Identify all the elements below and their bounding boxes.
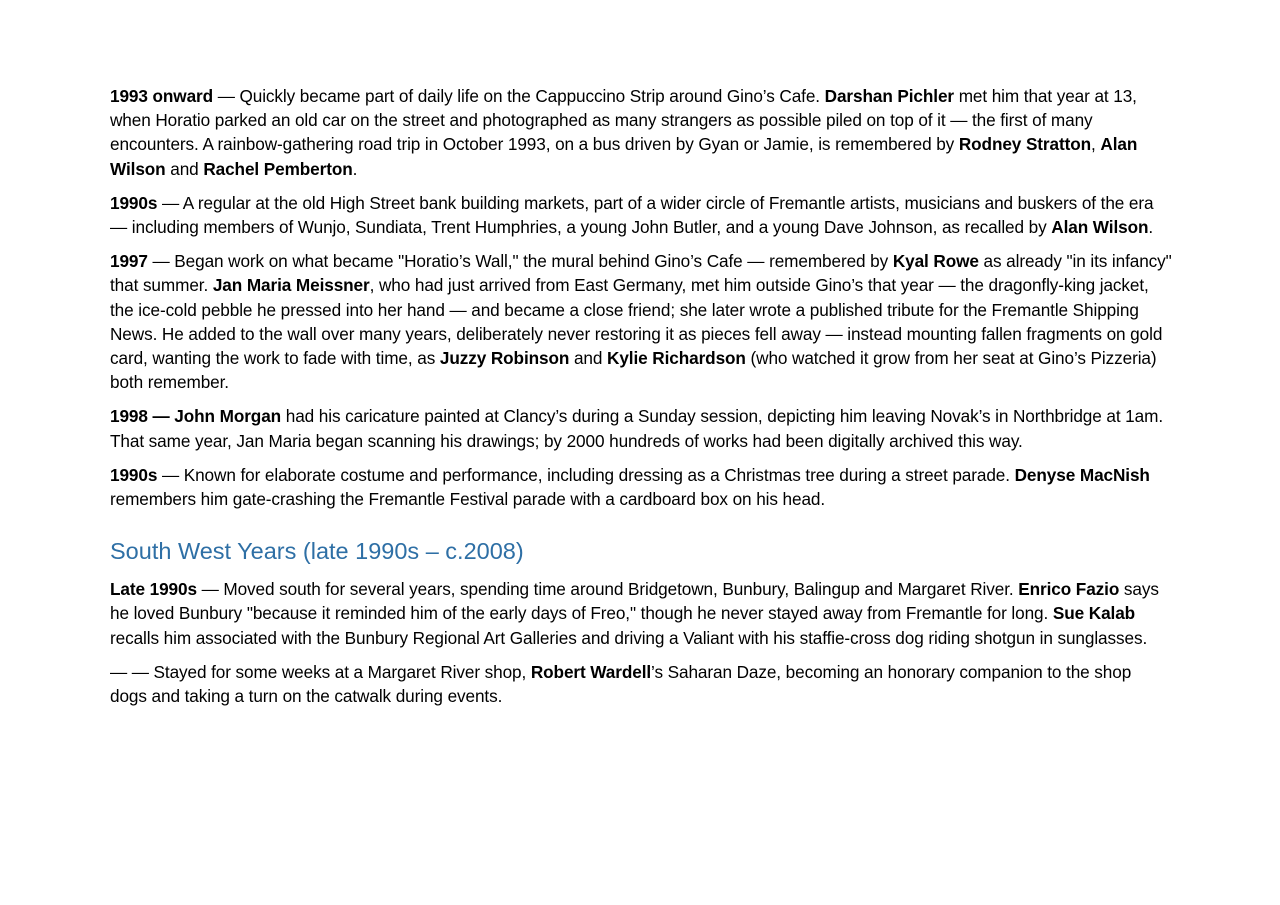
bold-term: Enrico Fazio <box>1018 579 1120 600</box>
bold-term: 1993 onward <box>110 86 214 106</box>
entry-text: . <box>1148 217 1154 238</box>
timeline-entries-part2 <box>110 577 1172 708</box>
entry-text: (who watched it grow from her seat at Gino’s Pizzeria) both remember. <box>110 348 1157 393</box>
bold-term: Sue Kalab <box>1052 603 1136 624</box>
entry-text: — — Stayed for some weeks at a Margaret River shop, <box>110 661 531 682</box>
bold-term: Darshan Pichler <box>824 86 955 106</box>
timeline-entry <box>110 577 1172 650</box>
bold-term: 1990s <box>110 192 158 213</box>
entry-text: met him that year at 13, when Horatio parked an old car on the street and photographed as many strangers as possible piled on top of it — the first of many encounters. A rainbow-gathering road trip in October 1993, on a bus driven by Gyan or Jamie, is remembered by <box>110 86 1137 155</box>
bold-term: Kylie Richardson <box>607 348 746 369</box>
bold-term: Denyse MacNish <box>1014 464 1150 485</box>
bold-term: Robert Wardell <box>530 661 652 682</box>
entry-text: remembers him gate-crashing the Fremantle Festival parade with a cardboard box on his head. <box>110 489 826 510</box>
entry-text: and <box>165 158 204 179</box>
timeline-entry <box>110 249 1172 394</box>
timeline-entries-part1 <box>110 84 1172 511</box>
timeline-entry <box>110 191 1172 239</box>
entry-text: — A regular at the old High Street bank building markets, part of a wider circle of Fremantle artists, musicians and buskers of the era — including members of Wunjo, Sundiata, Trent Humphries, a young John Butler, and a young Dave Johnson, as recalled by <box>110 192 1154 238</box>
entry-text: as already "in its infancy" that summer. <box>110 251 1172 296</box>
bold-term: Alan Wilson <box>1051 217 1149 238</box>
entry-text: had his caricature painted at Clancy’s during a Sunday session, depicting him leaving Novak’s in Northbridge at 1am. That same year, Jan Maria began scanning his drawings; by 2000 hundreds of works had been digitally archived this way. <box>110 406 1163 451</box>
timeline-entry <box>110 404 1172 452</box>
entry-text: — Quickly became part of daily life on the Cappuccino Strip around Gino’s Cafe. <box>213 86 825 106</box>
entry-text: , <box>1091 134 1101 155</box>
bold-term: Rodney Stratton <box>958 134 1092 155</box>
bold-term: 1998 — John Morgan <box>110 406 282 427</box>
bold-term: Kyal Rowe <box>892 251 979 272</box>
bold-term: Rachel Pemberton <box>203 158 353 179</box>
entry-text: — Began work on what became "Horatio’s Wall," the mural behind Gino’s Cafe — remembered by <box>147 251 893 272</box>
timeline-entry <box>110 84 1172 181</box>
entry-text: says he loved Bunbury "because it reminded him of the early days of Freo," though he never stayed away from Fremantle for long. <box>110 579 1159 624</box>
entry-text: — Known for elaborate costume and performance, including dressing as a Christmas tree during a street parade. <box>157 464 1015 485</box>
entry-text: ’s Saharan Daze, becoming an honorary companion to the shop dogs and taking a turn on the catwalk during events. <box>110 661 1132 707</box>
timeline-entry <box>110 463 1172 511</box>
bold-term: Alan Wilson <box>110 134 1138 179</box>
bold-term: Juzzy Robinson <box>439 348 570 369</box>
entry-text: recalls him associated with the Bunbury Regional Art Galleries and driving a Valiant with his staffie-cross dog riding shotgun in sunglasses. <box>110 627 1148 648</box>
bold-term: 1990s <box>110 464 158 485</box>
entry-text: — Moved south for several years, spending time around Bridgetown, Bunbury, Balingup and Margaret River. <box>196 579 1019 600</box>
timeline-entry <box>110 660 1172 708</box>
document-page <box>110 84 1172 718</box>
entry-text: and <box>569 348 608 369</box>
bold-term: 1997 <box>110 251 148 272</box>
entry-text: , who had just arrived from East Germany, met him outside Gino’s that year — the dragonfly-king jacket, the ice-cold pebble he pressed into her hand — and became a close friend; she later wrote a published tribute for the Fremantle Shipping News. He added to the wall over many years, deliberately never restoring it as pieces fell away — instead mounting fallen fragments on gold card, wanting the work to fade with time, as <box>110 275 1163 369</box>
bold-term: Late 1990s <box>110 579 197 600</box>
entry-text: . <box>352 158 358 179</box>
bold-term: Jan Maria Meissner <box>212 275 370 296</box>
section-heading: South West Years (late 1990s – c.2008) <box>110 538 524 565</box>
